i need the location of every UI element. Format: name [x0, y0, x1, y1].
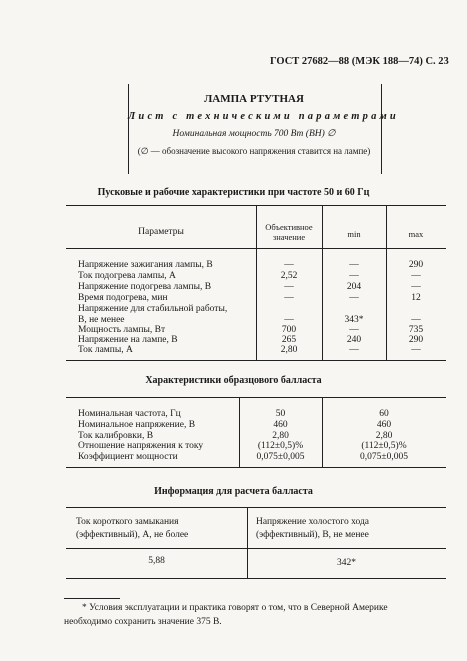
section1-title: Пусковые и рабочие характеристики при частоте 50 и 60 Гц [97, 187, 370, 198]
param-row-label: Напряжение для стабильной работы, [78, 304, 228, 314]
open-circuit-label-2: (эффективный), В, не менее [256, 530, 369, 540]
param-row-obj: 700 [281, 325, 297, 335]
section3-title: Информация для расчета балласта [154, 486, 313, 497]
param-row-label: Время подогрева, мин [78, 293, 168, 303]
param-row-label: Напряжение подогрева лампы, В [78, 282, 212, 292]
col-objective-2: значение [272, 232, 306, 242]
page-header: ГОСТ 27682—88 (МЭК 188—74) С. 23 [270, 56, 449, 67]
section2-bottom-rule [66, 467, 446, 468]
short-circuit-label-2: (эффективный), А, не более [76, 530, 189, 540]
param-row-obj: 2,80 [280, 345, 298, 355]
param-row-obj: — [284, 315, 294, 325]
footnote-line1: * Условия эксплуатации и практика говорят о том, что в Северной Америке [82, 603, 388, 613]
param-row-min: — [349, 345, 359, 355]
nominal-power: Номинальная мощность 700 Вт (ВН) ∅ [172, 129, 336, 139]
param-row-max: — [411, 345, 421, 355]
open-circuit-label-1: Напряжение холостого хода [256, 517, 370, 527]
ballast-row-label: Номинальная частота, Гц [78, 409, 181, 419]
ballast-row-label: Коэффициент мощности [78, 452, 178, 462]
short-circuit-value: 5,88 [148, 556, 165, 566]
ballast-row-label: Отношение напряжения к току [78, 441, 204, 451]
ballast-row-50hz: (112±0,5)% [257, 441, 304, 451]
section3-bottom-rule [66, 578, 446, 579]
open-circuit-value: 342* [337, 558, 356, 568]
param-row-obj: — [284, 282, 294, 292]
param-row-min: — [349, 271, 359, 281]
col-min: min [347, 229, 361, 239]
param-row-label: Напряжение зажигания лампы, В [78, 260, 213, 270]
param-row-obj: 2,52 [280, 271, 298, 281]
ballast-row-label: Номинальное напряжение, В [78, 420, 196, 430]
param-row-min: — [349, 325, 359, 335]
section3-mid-rule [66, 548, 446, 549]
param-row-obj: — [284, 260, 294, 270]
ballast-row-label: Ток калибровки, В [78, 431, 154, 441]
param-row-max: — [411, 282, 421, 292]
param-row-label: Ток лампы, А [78, 345, 133, 355]
footnote-rule [64, 598, 120, 599]
ballast-row-50hz: 50 [275, 409, 286, 419]
section3-top-rule [66, 507, 446, 508]
param-row-label: Напряжение на лампе, В [78, 335, 178, 345]
ballast-row-60hz: (112±0,5)% [361, 441, 407, 451]
col-max: max [408, 229, 424, 239]
param-row-label: Ток подогрева лампы, А [78, 271, 176, 281]
param-row-max: 12 [411, 293, 421, 303]
ballast-row-60hz: 460 [376, 420, 392, 430]
ballast-row-60hz: 2,80 [375, 431, 393, 441]
param-row-min: 343* [344, 315, 364, 325]
param-row-min: — [349, 260, 359, 270]
ballast-row-50hz: 460 [273, 420, 288, 430]
param-row-max: 290 [408, 335, 424, 345]
param-row-min: 204 [346, 282, 362, 292]
col-objective-1: Объективное [265, 222, 313, 232]
section2-title: Характеристики образцового балласта [145, 375, 322, 386]
param-row-min: 240 [346, 335, 362, 345]
col-params: Параметры [138, 227, 184, 237]
short-circuit-label-1: Ток короткого замыкания [76, 517, 179, 527]
section1-bottom-rule [66, 360, 446, 361]
ballast-row-50hz: 0,075±0,005 [256, 452, 305, 462]
param-row-label: В, не менее [78, 315, 125, 325]
param-row-max: 290 [408, 260, 424, 270]
param-row-max: — [411, 315, 421, 325]
sheet-title: Лист с техническими параметрами [128, 111, 399, 122]
param-row-label: Мощность лампы, Вт [78, 325, 166, 335]
ballast-row-50hz: 2,80 [272, 431, 289, 441]
symbol-note: (∅ — обозначение высокого напряжения ставится на лампе) [137, 146, 371, 156]
section2-top-rule [66, 397, 446, 398]
param-row-obj: — [284, 293, 294, 303]
param-row-obj: 265 [281, 335, 297, 345]
footnote-line2: необходимо сохранить значение 375 В. [64, 617, 222, 627]
ballast-row-60hz: 0,075±0,005 [360, 452, 408, 462]
param-row-min: — [349, 293, 359, 303]
param-row-max: — [411, 271, 421, 281]
ballast-row-60hz: 60 [379, 409, 389, 419]
lamp-title: ЛАМПА РТУТНАЯ [204, 93, 304, 105]
param-row-max: 735 [408, 325, 424, 335]
